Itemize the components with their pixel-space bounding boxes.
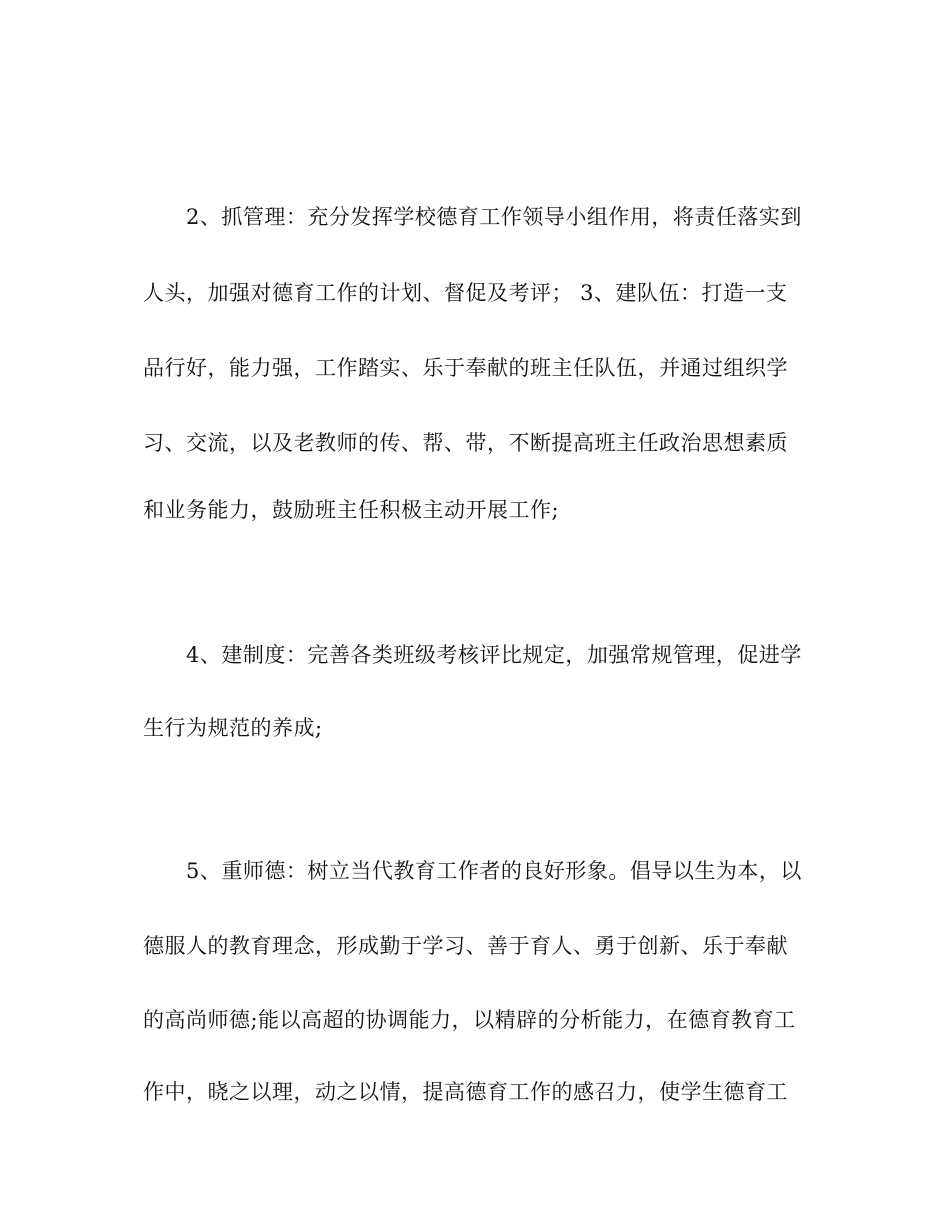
paragraph-2-line-2: 人头，加强对德育工作的计划、督促及考评； 3、建队伍：打造一支: [143, 281, 788, 305]
paragraph-2-line-5: 和业务能力，鼓励班主任积极主动开展工作;: [143, 498, 560, 522]
paragraph-5-line-3: 的高尚师德;能以高超的协调能力，以精辟的分析能力，在德育教育工: [143, 1008, 796, 1032]
paragraph-2-line-1: 2、抓管理：充分发挥学校德育工作领导小组作用，将责任落实到: [186, 205, 802, 229]
paragraph-4-line-2: 生行为规范的养成;: [143, 716, 323, 740]
paragraph-2-line-4: 习、交流，以及老教师的传、帮、带，不断提高班主任政治思想素质: [143, 431, 788, 455]
paragraph-5-line-2: 德服人的教育理念，形成勤于学习、善于育人、勇于创新、乐于奉献: [143, 934, 788, 958]
paragraph-4-line-1: 4、建制度：完善各类班级考核评比规定，加强常规管理，促进学: [186, 643, 802, 667]
paragraph-5-line-1: 5、重师德：树立当代教育工作者的良好形象。倡导以生为本，以: [186, 859, 802, 883]
paragraph-5-line-4: 作中，晓之以理，动之以情，提高德育工作的感召力，使学生德育工: [143, 1080, 788, 1104]
paragraph-2-line-3: 品行好，能力强，工作踏实、乐于奉献的班主任队伍，并通过组织学: [143, 356, 788, 380]
